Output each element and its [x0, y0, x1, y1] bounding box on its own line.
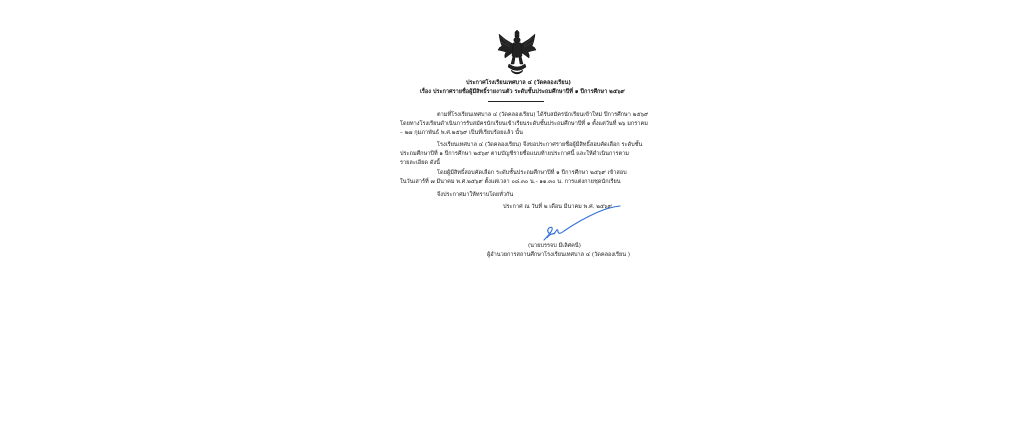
body-paragraph-2-line-3: รายละเอียด ดังนี้	[400, 160, 441, 166]
signature-scribble	[540, 204, 624, 244]
closing-statement: จึงประกาศมาให้ทราบโดยทั่วกัน	[437, 192, 514, 198]
body-paragraph-2-line-2: ประถมศึกษาปีที่ ๑ ปีการศึกษา ๒๕๖๙ ตามบัญชีรายชื่อแนบท้ายประกาศนี้ และให้ดำเนินการตาม	[400, 151, 629, 157]
header-divider	[488, 101, 544, 102]
body-paragraph-3-line-2: ในวันเสาร์ที่ ๗ มีนาคม พ.ศ.๒๕๖๙ ตั้งแต่เวลา ๐๘.๓๐ น.- ๑๑.๓๐ น. การแต่งกายชุดนักเรียน	[400, 179, 621, 185]
header-subject: เรื่อง ประกาศรายชื่อผู้มีสิทธิ์รายงานตัว ระดับชั้นประถมศึกษาปีที่ ๑ ปีการศึกษา ๒๕๖๙	[420, 89, 625, 95]
announcement-date: ประกาศ ณ วันที่ ๒ เดือน มีนาคม พ.ศ. ๒๕๖๙	[503, 204, 612, 210]
header-title: ประกาศโรงเรียนเทศบาล ๔ (วัดคลองเรียน)	[466, 80, 571, 86]
body-paragraph-1-line-2: โดยทางโรงเรียนดำเนินการรับสมัครนักเรียนเข้าเรียนระดับชั้นประถมศึกษาปีที่ ๑ ตั้งแต่วันที่ ๒๖ มกราคม	[400, 121, 648, 127]
signatory-position: ผู้อำนวยการสถานศึกษาโรงเรียนเทศบาล ๔ (วัดคลองเรียน )	[487, 252, 631, 258]
garuda-emblem-icon	[496, 30, 538, 76]
signatory-name: (นายบรรจบ มีเลิศคนี)	[528, 243, 581, 249]
body-paragraph-2-line-1: โรงเรียนเทศบาล ๔ (วัดคลองเรียน) จึงขอประกาศรายชื่อผู้มีสิทธิ์สอบคัดเลือก ระดับชั้น	[437, 142, 643, 148]
body-paragraph-1-line-3: – ๒๗ กุมภาพันธ์ พ.ศ.๒๕๖๙ เป็นที่เรียบร้อยแล้ว นั้น	[400, 130, 523, 136]
body-paragraph-3-line-1: โดยผู้มีสิทธิ์สอบคัดเลือก ระดับชั้นประถมศึกษาปีที่ ๑ ปีการศึกษา ๒๕๖๙ เข้าสอบ	[437, 170, 627, 176]
body-paragraph-1-line-1: ตามที่โรงเรียนเทศบาล ๔ (วัดคลองเรียน) ได้รับสมัครนักเรียนเข้าใหม่ ปีการศึกษา ๒๕๖๙	[437, 112, 649, 118]
